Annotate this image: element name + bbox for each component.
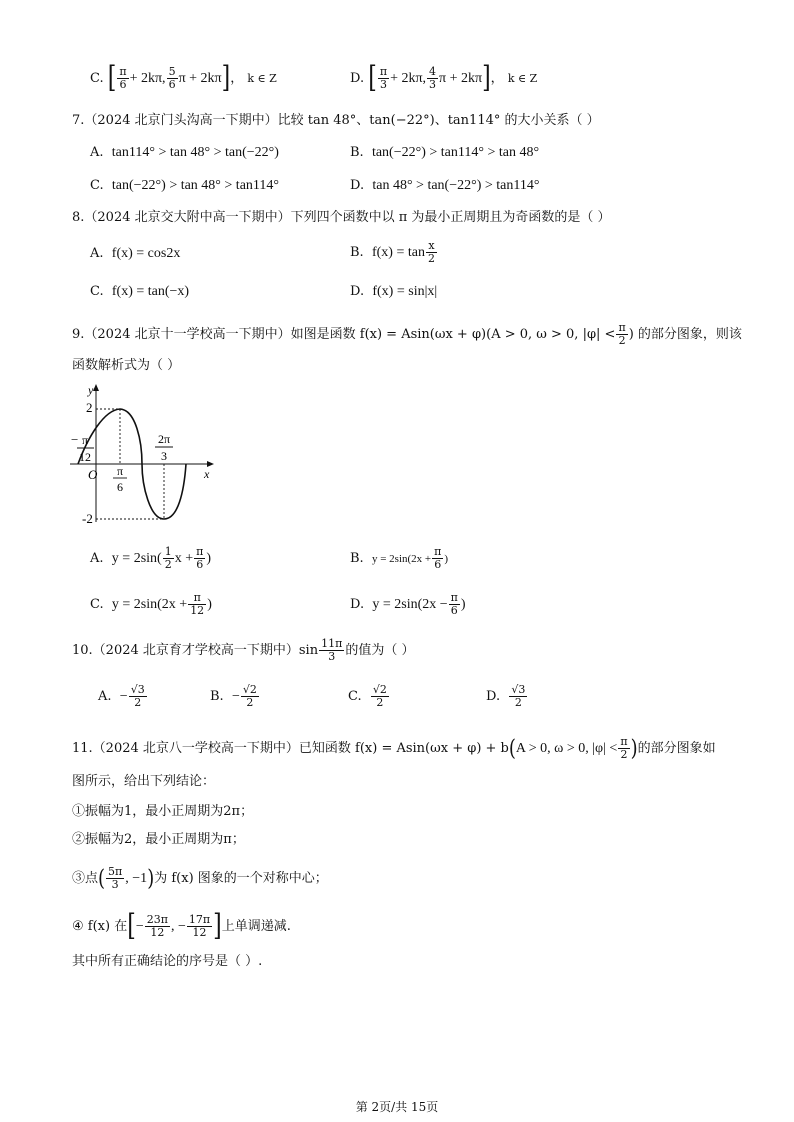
tick2-num: 2π	[157, 432, 171, 446]
y-label: y	[88, 383, 94, 397]
q11-conclusion-2: ②振幅为2，最小正周期为π；	[72, 832, 245, 847]
q7-option-a[interactable]: A. tan114° > tan 48° > tan(−22°)	[90, 145, 279, 160]
q9-option-b[interactable]: B. y = 2sin(2x + $\frac{\pi}{6}$ )	[350, 545, 449, 571]
q7-option-d[interactable]: D. tan 48° > tan(−22°) > tan114°	[350, 178, 540, 193]
q9-graph	[70, 382, 220, 532]
q9-option-c[interactable]: C. y = 2sin(2x + $\frac{\pi}{12}$ )	[90, 591, 212, 617]
q10-option-c[interactable]: C. $\frac{√2}{2}$	[348, 683, 387, 709]
tick1-num: π	[116, 464, 124, 478]
q7-stem: 7.（2024 北京门头沟高一下期中）比较 tan 48°、tan(−22°)、tan114° 的大小关系（ ）	[72, 113, 600, 128]
q6-option-d[interactable]: D. [ $\frac{\pi}{3}$ + 2kπ, $\frac{4}{3}$ π + 2kπ]， k ∈ Z	[350, 60, 538, 95]
y-min-label: -2	[82, 511, 93, 526]
q7-option-c[interactable]: C. tan(−22°) > tan 48° > tan114°	[90, 178, 279, 193]
q8-option-c[interactable]: C. f(x) = tan(−x)	[90, 284, 190, 299]
q10-stem: 10.（2024 北京育才学校高一下期中）sin $\frac{11\pi}{3}$ 的值为（ ）	[72, 637, 415, 663]
q11-line2: 图所示，给出下列结论：	[72, 774, 216, 789]
q10-option-d[interactable]: D. $\frac{√3}{2}$	[486, 683, 526, 709]
q9-stem: 9.（2024 北京十一学校高一下期中）如图是函数 f(x) = Asin(ωx + φ)(A > 0, ω > 0, |φ| < $\frac{\pi}{2}$ ) 的部分图象，则该	[72, 321, 742, 347]
neg-tick-den: 12	[79, 450, 91, 464]
q8-option-d[interactable]: D. f(x) = sin|x|	[350, 284, 438, 299]
q11-conclusion-3: ③点( $\frac{5\pi}{3}$ , −1)为 f(x) 图象的一个对称中心；	[72, 864, 328, 891]
q7-option-b[interactable]: B. tan(−22°) > tan114° > tan 48°	[350, 145, 540, 160]
origin-label: O	[88, 467, 98, 482]
y-axis-arrow-icon	[93, 384, 99, 391]
neg-tick-sign: −	[71, 432, 79, 447]
q8-option-b[interactable]: B. f(x) = tan $\frac{x}{2}$	[350, 239, 435, 265]
q10-option-a[interactable]: A. − $\frac{√3}{2}$	[98, 683, 145, 709]
q9-stem-line2: 函数解析式为（ ）	[72, 358, 181, 373]
y-max-label: 2	[86, 400, 93, 415]
q11-conclusion-1: ①振幅为1，最小正周期为2π；	[72, 804, 254, 819]
q11-ask: 其中所有正确结论的序号是（ ）.	[72, 954, 263, 969]
neg-tick-num: π	[81, 433, 89, 447]
tick1-den: 6	[117, 480, 123, 494]
q8-stem: 8.（2024 北京交大附中高一下期中）下列四个函数中以 π 为最小正周期且为奇函数的是（ ）	[72, 210, 611, 225]
page-footer: 第 2页/共 15页	[355, 1100, 439, 1114]
x-label: x	[204, 467, 210, 481]
q9-option-a[interactable]: A. y = 2sin( $\frac{1}{2}$ x + $\frac{\pi}{6}$ )	[90, 545, 212, 571]
tick2-den: 3	[161, 449, 167, 463]
q6-option-c[interactable]: C. [ $\frac{\pi}{6}$ + 2kπ, $\frac{5}{6}$ π + 2kπ]， k ∈ Z	[90, 60, 277, 95]
q8-option-a[interactable]: A. f(x) = cos2x	[90, 246, 181, 261]
q9-option-d[interactable]: D. y = 2sin(2x − $\frac{\pi}{6}$ )	[350, 591, 466, 617]
q11-conclusion-4: ④ f(x) 在[− $\frac{23\pi}{12}$ , − $\frac{17\pi}{12}$ ]上单调递减.	[72, 908, 291, 943]
q11-stem: 11.（2024 北京八一学校高一下期中）已知函数 f(x) = Asin(ωx + φ) + b(A > 0, ω > 0, |φ| < $\frac{\pi}{2}$ )的部分图象如	[72, 734, 716, 761]
q10-option-b[interactable]: B. − $\frac{√2}{2}$	[210, 683, 257, 709]
